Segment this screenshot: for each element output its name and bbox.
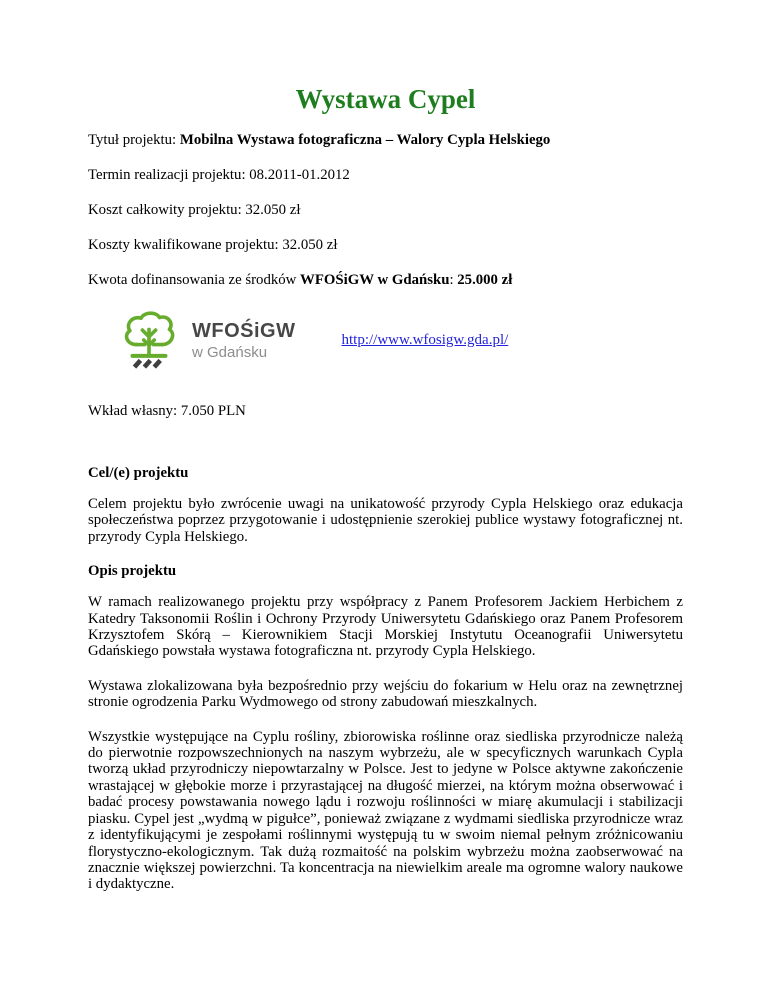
field-qualified-costs: Koszty kwalifikowane projektu: 32.050 zł: [88, 237, 338, 253]
field-funding-amount: [88, 272, 683, 288]
wfosigw-link[interactable]: http://www.wfosigw.gda.pl/: [341, 331, 509, 348]
tree-with-rain-icon: [116, 307, 182, 373]
paragraph-description-2: Wystawa zlokalizowana była bezpośrednio przy wejściu do fokarium w Helu oraz na zewnętrznej stronie ogrodzenia Parku Wydmowego od strony zabudowań mieszkalnych.: [88, 677, 683, 711]
field-total-cost: Koszt całkowity projektu: 32.050 zł: [88, 202, 301, 218]
field-project-title-value: Mobilna Wystawa fotograficzna – Walory Cypla Helskiego: [179, 132, 551, 148]
funding-prefix: Kwota dofinansowania ze środków: [88, 272, 301, 288]
field-project-title-label: Tytuł projektu:: [88, 132, 180, 148]
paragraph-description-1: W ramach realizowanego projektu przy współpracy z Panem Profesorem Jackiem Herbichem z Katedry Taksonomii Roślin i Ochrony Przyrody Uniwersytetu Gdańskiego oraz Panem Profesorem Krzysztofem Skórą – Kierownikiem Stacji Morskiej Instytutu Oceanografii Uniwersytetu Gdańskiego powstała wystawa fotograficzna nt. przyrody Cypla Helskiego.: [88, 594, 683, 660]
logo-subtitle: w Gdańsku: [192, 343, 268, 361]
page-title: Wystawa Cypel: [295, 84, 476, 114]
wfosigw-logo: [116, 307, 295, 373]
section-heading-description: Opis projektu: [88, 563, 177, 580]
paragraph-description-3: Wszystkie występujące na Cyplu rośliny, zbiorowiska roślinne oraz siedliska przyrodnicze należą do pierwotnie rozpowszechnionych na naszym wybrzeżu, ale w specyficznych warunkach Cypla tworzą układ przyrodniczy niepowtarzalny w Polsce. Jest to jedyne w Polsce aktywne zakończenie wrastającej w głębokie morze i przyrastającej na długość mierzei, na którym można obserwować i badać procesy powstawania nowego lądu i rozwoju roślinności w miarę akumulacji i stabilizacji piasku. Cypel jest „wydmą w pigułce”, ponieważ związane z wydmami siedliska przyrodnicze wraz z identyfikującymi je zespołami roślinnymi występują tu w swoim niemal pełnym zróżnicowaniu florystyczno-ekologicznym. Tak dużą rozmaitość na polskim wybrzeżu można zaobserwować na znacznie większej powierzchni. Ta koncentracja na niewielkim areale ma ogromne walory naukowe i dydaktyczne.: [88, 728, 683, 893]
field-project-title: [88, 132, 683, 148]
field-own-contribution: Wkład własny: 7.050 PLN: [88, 403, 246, 419]
logo-text: [192, 320, 295, 361]
logo-row: [88, 307, 683, 373]
funding-amount: 25.000 zł: [457, 272, 513, 288]
paragraph-goals: Celem projektu było zwrócenie uwagi na unikatowość przyrody Cypla Helskiego oraz edukacja społeczeństwa poprzez przygotowanie i udostępnienie szerokiej publice wystawy fotograficznej nt. przyrody Cypla Helskiego.: [88, 496, 683, 545]
field-term: Termin realizacji projektu: 08.2011-01.2012: [88, 167, 350, 183]
funding-fund-name: WFOŚiGW w Gdańsku: [300, 272, 450, 288]
section-heading-goals: Cel/(e) projektu: [88, 465, 189, 481]
logo-name: WFOŚiGW: [192, 319, 296, 342]
funding-separator: :: [449, 272, 458, 288]
